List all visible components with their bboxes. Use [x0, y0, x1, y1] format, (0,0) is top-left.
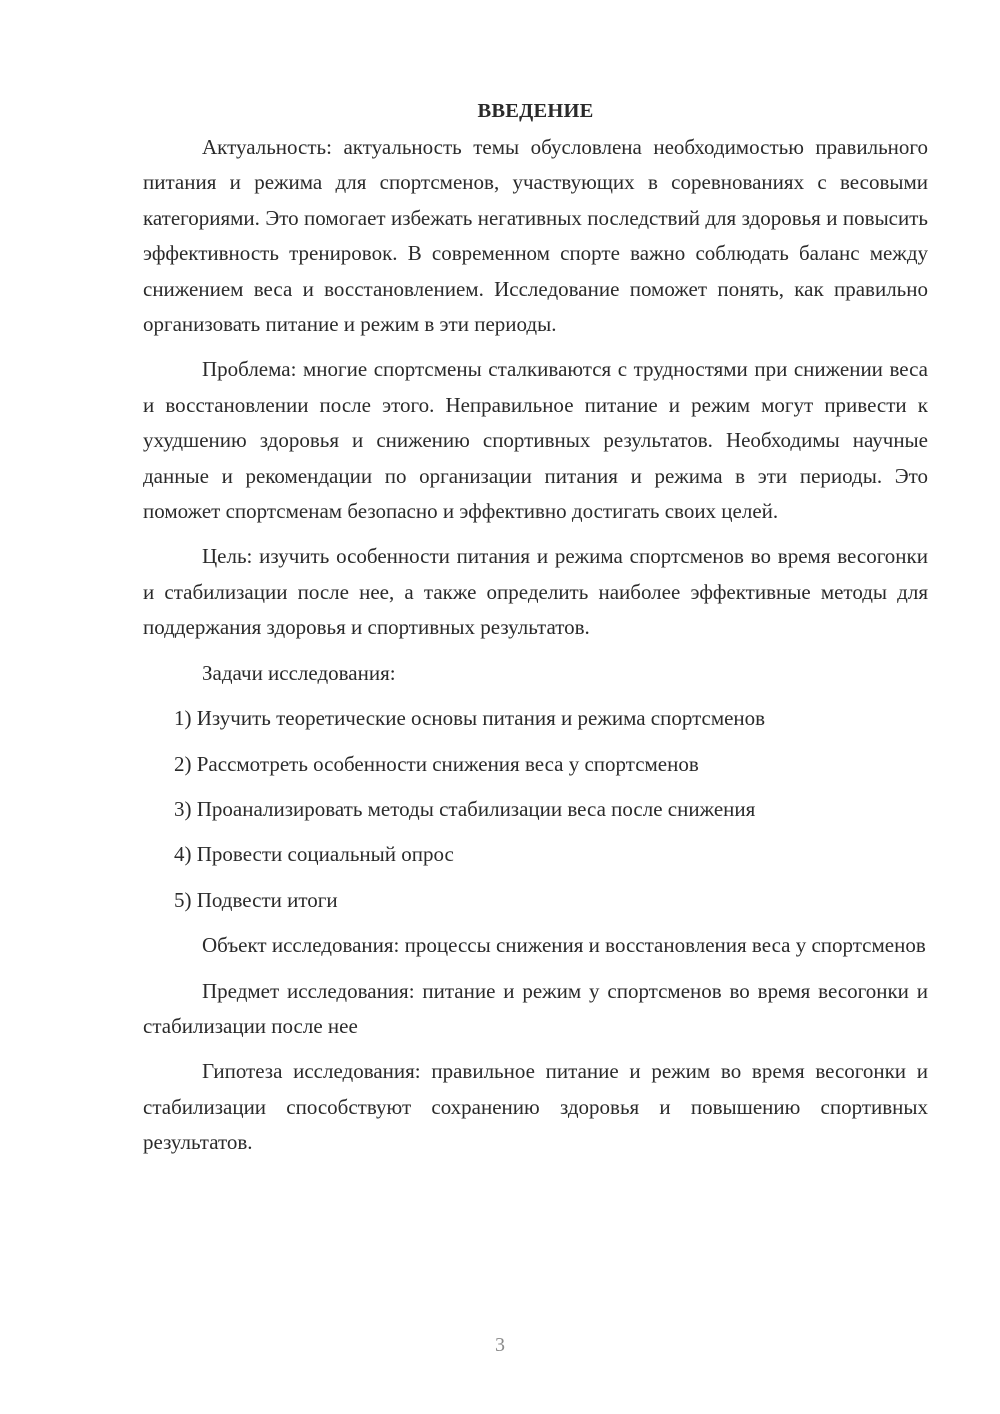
object-paragraph: Объект исследования: процессы снижения и восстановления веса у спортсменов: [202, 933, 926, 958]
task-item-3: 3) Проанализировать методы стабилизации веса после снижения: [174, 796, 756, 821]
tasks-title: Задачи исследования:: [202, 660, 396, 685]
relevance-paragraph: Актуальность: актуальность темы обусловлена необходимостью правильного питания и режима для спортсменов, участвующих в соревнованиях с весовыми категориями. Это помогает избежать негативных последствий для здоровья и повысить эффективность тренировок. В современном спорте важно соблюдать баланс между снижением веса и восстановлением. Исследование поможет понять, как правильно организовать питание и режим в эти периоды.: [143, 135, 928, 337]
problem-paragraph: Проблема: многие спортсмены сталкиваются с трудностями при снижении веса и восстановлении после этого. Неправильное питание и режим могут привести к ухудшению здоровья и снижению спортивных результатов. Необходимы научные данные и рекомендации по организации питания и режима в эти периоды. Это поможет спортсменам безопасно и эффективно достигать своих целей.: [143, 357, 928, 524]
task-item-4: 4) Провести социальный опрос: [174, 842, 454, 867]
document-page: [143, 96, 928, 1171]
task-item-2: 2) Рассмотреть особенности снижения веса у спортсменов: [174, 751, 699, 776]
goal-paragraph: Цель: изучить особенности питания и режима спортсменов во время весогонки и стабилизации после нее, а также определить наиболее эффективные методы для поддержания здоровья и спортивных результатов.: [143, 544, 928, 640]
page-heading: ВВЕДЕНИЕ: [477, 100, 594, 122]
task-list: [143, 701, 928, 918]
page-number: 3: [495, 1334, 505, 1356]
hypothesis-paragraph: Гипотеза исследования: правильное питание и режим во время весогонки и стабилизации способствуют сохранению здоровья и повышению спортивных результатов.: [143, 1059, 928, 1155]
task-item-5: 5) Подвести итоги: [174, 887, 338, 912]
task-item-1: 1) Изучить теоретические основы питания и режима спортсменов: [174, 706, 766, 731]
subject-paragraph: Предмет исследования: питание и режим у спортсменов во время весогонки и стабилизации после нее: [143, 978, 928, 1038]
